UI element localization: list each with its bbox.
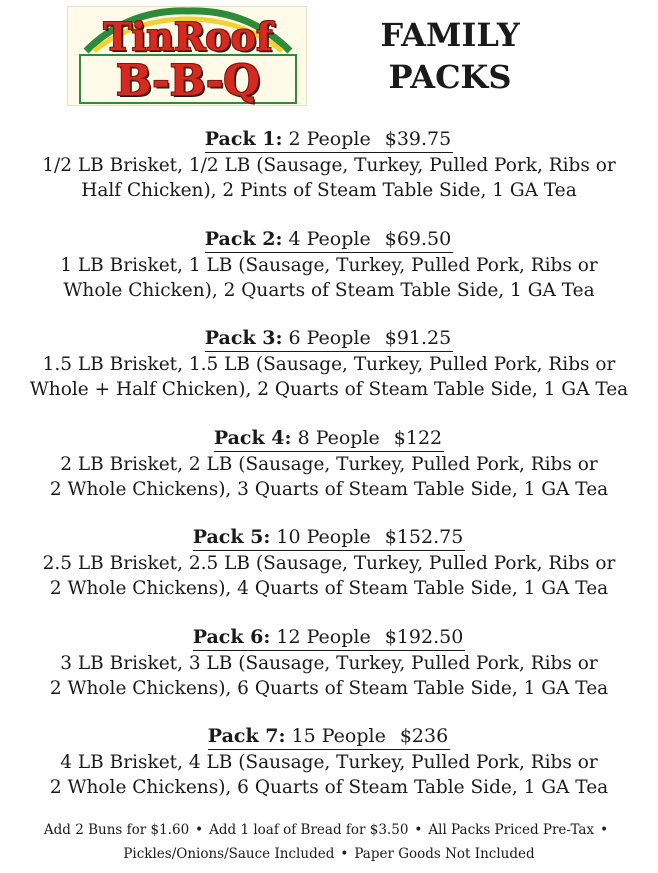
footer-note-bread: Add 1 loaf of Bread for $3.50: [209, 822, 409, 838]
pack-heading: [193, 524, 466, 551]
pack-3: [0, 325, 658, 425]
logo-tinroof-text: TinRoof: [103, 14, 273, 59]
page-title-line1: FAMILY: [380, 16, 520, 54]
pack-6: [0, 624, 658, 724]
pack-name: Pack 1:: [204, 128, 283, 150]
footer-line1: [0, 818, 658, 842]
pack-name: Pack 7:: [207, 725, 286, 747]
pack-desc-line1: 2.5 LB Brisket, 2.5 LB (Sausage, Turkey, Pulled Pork, Ribs or: [42, 553, 616, 574]
footer-note-paper-goods: Paper Goods Not Included: [354, 846, 535, 862]
footer-line2: [0, 842, 658, 866]
pack-price: $236: [399, 725, 449, 747]
pack-name: Pack 5:: [192, 526, 271, 548]
pack-price: $69.50: [384, 227, 452, 250]
pack-name: Pack 4:: [213, 426, 292, 449]
pack-desc-line1: 2 LB Brisket, 2 LB (Sausage, Turkey, Pulled Pork, Ribs or: [60, 453, 598, 475]
pack-desc-line1: 1 LB Brisket, 1 LB (Sausage, Turkey, Pulled Pork, Ribs or: [60, 254, 598, 276]
pack-7: [0, 723, 658, 823]
pack-desc-line2: Half Chicken), 2 Pints of Steam Table Side, 1 GA Tea: [81, 180, 577, 201]
pack-price: $122: [393, 426, 443, 449]
pack-heading: [214, 425, 444, 452]
pack-people: 10 People: [276, 526, 371, 548]
pack-heading: [205, 126, 453, 153]
footer-note-pretax: All Packs Priced Pre-Tax: [428, 822, 595, 838]
pack-name: Pack 3:: [204, 327, 283, 349]
pack-price: $192.50: [384, 625, 464, 648]
bullet-separator: •: [600, 822, 609, 838]
tinroof-bbq-logo: [67, 6, 307, 106]
pack-price: $152.75: [384, 526, 464, 548]
pack-people: 6 People: [288, 327, 371, 349]
pack-people: 12 People: [276, 625, 371, 648]
pack-desc-line2: 2 Whole Chickens), 6 Quarts of Steam Table Side, 1 GA Tea: [49, 777, 609, 798]
pack-desc-line1: 1/2 LB Brisket, 1/2 LB (Sausage, Turkey, Pulled Pork, Ribs or: [42, 155, 616, 176]
pack-people: 15 People: [291, 725, 386, 747]
pack-name: Pack 6:: [192, 625, 271, 648]
pack-heading: [205, 226, 453, 253]
bullet-separator: •: [414, 822, 423, 838]
pack-desc-line2: 2 Whole Chickens), 4 Quarts of Steam Table Side, 1 GA Tea: [49, 578, 609, 599]
pack-desc-line1: 3 LB Brisket, 3 LB (Sausage, Turkey, Pulled Pork, Ribs or: [60, 652, 598, 674]
pack-people: 8 People: [297, 426, 380, 449]
footer-notes: [0, 818, 658, 866]
pack-name: Pack 2:: [204, 227, 283, 250]
pack-price: $91.25: [384, 327, 452, 349]
pack-heading: [205, 325, 453, 352]
pack-desc-line2: Whole Chicken), 2 Quarts of Steam Table Side, 1 GA Tea: [63, 279, 595, 301]
pack-heading: [193, 624, 466, 651]
bullet-separator: •: [195, 822, 204, 838]
pack-desc-line2: 2 Whole Chickens), 6 Quarts of Steam Table Side, 1 GA Tea: [49, 677, 609, 699]
bullet-separator: •: [340, 846, 349, 862]
pack-4: [0, 425, 658, 525]
pack-5: [0, 524, 658, 624]
pack-heading: [208, 723, 450, 750]
pack-desc-line2: 2 Whole Chickens), 3 Quarts of Steam Table Side, 1 GA Tea: [49, 478, 609, 500]
pack-price: $39.75: [384, 128, 452, 150]
pack-2: [0, 226, 658, 326]
pack-1: [0, 126, 658, 226]
footer-note-buns: Add 2 Buns for $1.60: [43, 822, 190, 838]
logo-bbq-text: B-B-Q: [115, 56, 260, 105]
page-title-line2: PACKS: [388, 58, 512, 96]
pack-people: 4 People: [288, 227, 371, 250]
pack-desc-line2: Whole + Half Chicken), 2 Quarts of Steam Table Side, 1 GA Tea: [29, 379, 629, 400]
pack-desc-line1: 1.5 LB Brisket, 1.5 LB (Sausage, Turkey, Pulled Pork, Ribs or: [42, 354, 616, 375]
pack-list: [0, 126, 658, 823]
pack-desc-line1: 4 LB Brisket, 4 LB (Sausage, Turkey, Pulled Pork, Ribs or: [60, 752, 598, 773]
pack-people: 2 People: [288, 128, 371, 150]
footer-note-included: Pickles/Onions/Sauce Included: [123, 846, 335, 862]
